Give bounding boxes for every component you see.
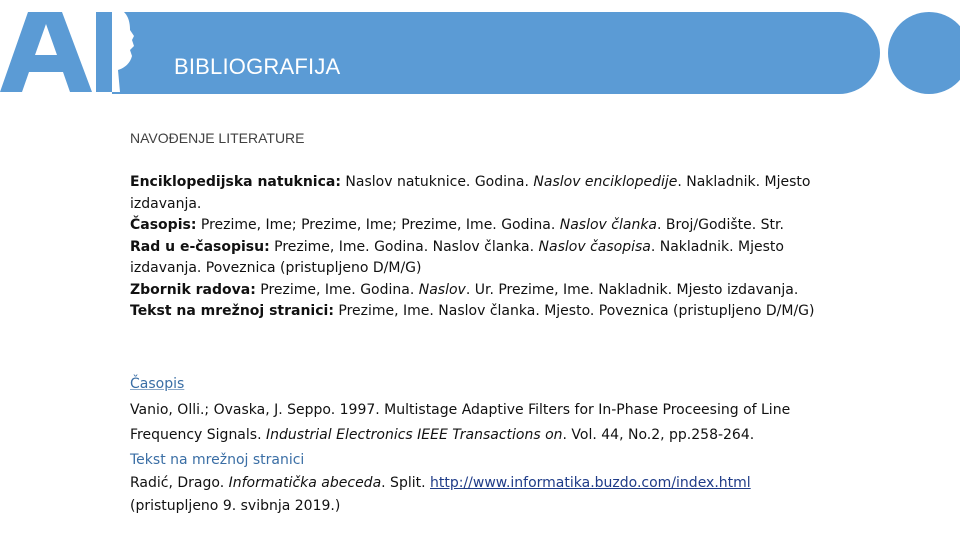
format-mrezna <box>130 301 830 323</box>
example-text: Radić, Drago. <box>130 474 229 491</box>
format-text: Prezime, Ime. Naslov članka. Mjesto. Poveznica (pristupljeno D/M/G) <box>333 303 815 319</box>
format-text: Prezime, Ime; Prezime, Ime; Prezime, Ime. Godina. <box>196 217 560 233</box>
example-category-casopis: Časopis <box>130 376 185 392</box>
example-link[interactable]: http://www.informatika.buzdo.com/index.html <box>430 474 751 491</box>
header-end-circle <box>888 12 960 94</box>
format-zbornik <box>130 280 830 302</box>
format-italic: Naslov članka <box>559 217 658 233</box>
format-label: Rad u e-časopisu: <box>130 238 270 255</box>
header-banner <box>112 12 880 94</box>
head-silhouette-icon <box>112 12 134 92</box>
format-casopis <box>130 215 830 237</box>
example-italic: Informatička abeceda <box>228 474 382 491</box>
format-label: Zbornik radova: <box>130 281 256 298</box>
format-label: Enciklopedijska natuknica: <box>130 174 341 190</box>
example-mrezna <box>130 472 830 518</box>
logo-letter-i <box>96 12 112 92</box>
format-label: Tekst na mrežnoj stranici: <box>130 303 334 319</box>
format-text: . Ur. Prezime, Ime. Nakladnik. Mjesto izdavanja. <box>465 281 799 298</box>
section-heading: NAVOĐENJE LITERATURE <box>130 130 305 146</box>
example-casopis <box>130 398 830 449</box>
format-italic: Naslov časopisa <box>538 238 651 255</box>
format-enciklopedija <box>130 172 830 215</box>
example-text: . Split. <box>381 474 430 491</box>
logo-letter-a <box>0 12 92 92</box>
format-e-casopis <box>130 237 830 280</box>
format-text: . Nakladnik. Mjesto izdavanja. <box>130 174 811 212</box>
format-italic: Naslov enciklopedije <box>533 174 678 190</box>
format-italic: Naslov <box>418 281 466 298</box>
citation-examples <box>130 372 830 518</box>
format-text: Prezime, Ime. Godina. <box>255 281 419 298</box>
format-text: Prezime, Ime. Godina. Naslov članka. <box>269 238 539 255</box>
page-title: BIBLIOGRAFIJA <box>174 54 341 79</box>
format-text: . Broj/Godište. Str. <box>657 217 784 233</box>
format-text: Naslov natuknice. Godina. <box>340 174 534 190</box>
example-text: (pristupljeno 9. svibnja 2019.) <box>130 497 341 514</box>
example-category-mrezna: Tekst na mrežnoj stranici <box>130 451 305 468</box>
format-label: Časopis: <box>130 217 197 233</box>
format-text: . Nakladnik. Mjesto izdavanja. Poveznica (pristupljeno D/M/G) <box>130 238 784 276</box>
ai-logo <box>0 0 180 100</box>
example-text: Vanio, Olli.; Ovaska, J. Seppo. 1997. Multistage Adaptive Filters for In-Phase Proceesing of Line Frequency Signals. <box>130 401 791 443</box>
example-text: . Vol. 44, No.2, pp.258-264. <box>562 427 755 443</box>
citation-formats <box>130 172 830 323</box>
example-italic: Industrial Electronics IEEE Transactions on <box>265 427 563 443</box>
